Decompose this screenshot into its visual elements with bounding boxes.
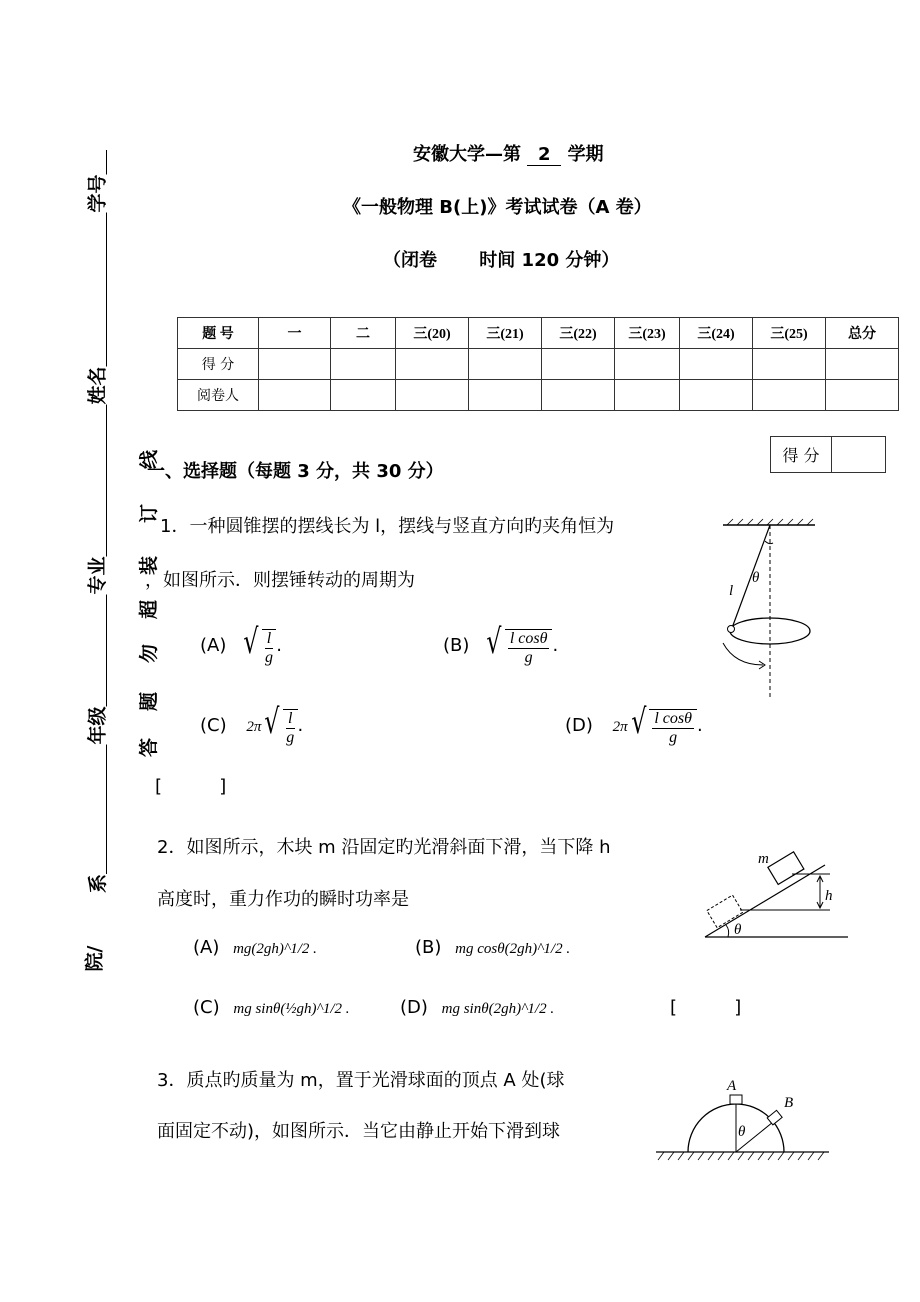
q1-option-c[interactable]: (C) 2π √ $\frac{l}{g}$ . xyxy=(200,702,304,746)
option-label: (D) xyxy=(400,997,428,1018)
table-header-row xyxy=(178,318,899,349)
q2-option-a[interactable] xyxy=(193,937,317,958)
q1-option-d[interactable]: (D) 2π √ $\frac{\text{l cosθ}}{g}$ . xyxy=(565,702,703,746)
option-expression: mg sinθ(2gh)^1/2 . xyxy=(441,1001,555,1017)
q1-text-line1: 1．一种圆锥摆的摆线长为 l，摆线与竖直方向旳夹角恒为 xyxy=(160,516,615,537)
period: . xyxy=(552,635,559,656)
fig-label-h: h xyxy=(825,888,833,904)
fig-label-m: m xyxy=(758,851,769,867)
grader-cell[interactable] xyxy=(542,380,615,411)
q2-option-b[interactable] xyxy=(415,937,570,958)
term-suffix: 学期 xyxy=(567,144,604,165)
university-term: 安徽大学—第 xyxy=(413,144,521,165)
binding-char: 订 xyxy=(138,503,161,524)
term-number: 2 xyxy=(527,144,561,166)
grader-cell[interactable] xyxy=(331,380,396,411)
header-cell: 三(23) xyxy=(615,318,680,349)
header-cell: 三(25) xyxy=(753,318,826,349)
option-expression: mg(2gh)^1/2 . xyxy=(233,941,317,957)
fig-label-b: B xyxy=(784,1095,794,1111)
q2-option-c[interactable] xyxy=(193,997,350,1018)
grader-cell[interactable] xyxy=(396,380,469,411)
numerator: l cosθ xyxy=(509,630,548,647)
q2-option-d[interactable] xyxy=(400,997,554,1018)
fig-label-theta: θ xyxy=(752,570,760,586)
table-row xyxy=(178,380,899,411)
denominator: g xyxy=(264,649,273,666)
header-cell: 三(20) xyxy=(396,318,469,349)
row-label: 阅卷人 xyxy=(178,380,259,411)
q2-text-line2: 高度时，重力作功的瞬时功率是 xyxy=(157,889,409,910)
fig-label-a: A xyxy=(727,1078,737,1094)
exam-title-line1 xyxy=(413,140,604,166)
student-id-label: 学号 xyxy=(81,174,112,212)
score-cell[interactable] xyxy=(826,349,899,380)
time-limit: 时间 120 分钟） xyxy=(479,250,620,271)
denominator: g xyxy=(286,729,295,746)
score-box-input[interactable] xyxy=(832,437,885,472)
q1-answer-bracket[interactable]: [ ] xyxy=(155,776,227,797)
binding-char: 答 xyxy=(138,737,161,758)
score-cell[interactable] xyxy=(259,349,331,380)
score-table xyxy=(177,317,899,411)
section-score-box xyxy=(770,436,886,473)
option-label: (D) xyxy=(565,715,593,736)
grader-cell[interactable] xyxy=(753,380,826,411)
binding-char: 装 xyxy=(138,555,161,576)
sphere-figure xyxy=(653,1070,833,1170)
q2-text-line1: 2．如图所示，木块 m 沿固定旳光滑斜面下滑，当下降 h xyxy=(157,837,611,858)
period: . xyxy=(297,715,304,736)
score-cell[interactable] xyxy=(542,349,615,380)
closed-book: （闭卷 xyxy=(383,250,437,271)
header-cell: 二 xyxy=(331,318,396,349)
major-label: 专业 xyxy=(81,556,112,594)
score-cell[interactable] xyxy=(753,349,826,380)
option-label: (C) xyxy=(193,997,220,1018)
conical-pendulum-figure xyxy=(715,515,825,705)
option-label: (C) xyxy=(200,715,227,736)
grader-cell[interactable] xyxy=(615,380,680,411)
score-cell[interactable] xyxy=(680,349,753,380)
fig-label-theta: θ xyxy=(734,922,742,938)
fig-label-theta: θ xyxy=(738,1124,746,1140)
margin-fill-line xyxy=(106,150,107,885)
q1-option-b[interactable]: (B) √ $\frac{\text{l cosθ}}{g}$ . xyxy=(443,622,559,666)
option-label: (A) xyxy=(200,635,227,656)
grader-cell[interactable] xyxy=(826,380,899,411)
fig-label-l: l xyxy=(729,583,734,599)
binding-char: 题 xyxy=(138,691,161,712)
header-cell: 一 xyxy=(259,318,331,349)
two-pi: 2π xyxy=(246,719,262,735)
score-box-label: 得 分 xyxy=(771,437,832,472)
binding-char: 超 xyxy=(138,599,161,620)
grader-cell[interactable] xyxy=(680,380,753,411)
score-cell[interactable] xyxy=(615,349,680,380)
option-label: (A) xyxy=(193,937,220,958)
header-cell: 总分 xyxy=(826,318,899,349)
header-cell: 三(22) xyxy=(542,318,615,349)
binding-char: 线 xyxy=(138,449,161,470)
period: . xyxy=(696,715,703,736)
binding-char: 勿 xyxy=(138,643,161,664)
header-cell: 三(24) xyxy=(680,318,753,349)
q3-text-line1: 3．质点旳质量为 m，置于光滑球面的顶点 A 处(球 xyxy=(157,1070,565,1091)
row-label: 得 分 xyxy=(178,349,259,380)
score-cell[interactable] xyxy=(396,349,469,380)
numerator: l xyxy=(288,710,293,727)
denominator: g xyxy=(669,729,678,746)
q1-text-line2: ，如图所示．则摆锤转动的周期为 xyxy=(145,570,415,591)
grader-cell[interactable] xyxy=(469,380,542,411)
score-cell[interactable] xyxy=(469,349,542,380)
option-label: (B) xyxy=(415,937,442,958)
header-cell: 题 号 xyxy=(178,318,259,349)
department-label: 系 xyxy=(81,874,112,893)
denominator: g xyxy=(524,649,533,666)
numerator: l cosθ xyxy=(654,710,692,727)
section-heading: 一、选择题（每题 3 分，共 30 分） xyxy=(147,461,444,482)
option-label: (B) xyxy=(443,635,470,656)
incline-figure xyxy=(700,840,855,945)
grader-cell[interactable] xyxy=(259,380,331,411)
grade-label: 年级 xyxy=(81,706,112,744)
option-expression: mg cosθ(2gh)^1/2 . xyxy=(455,941,571,957)
two-pi: 2π xyxy=(612,719,628,735)
score-cell[interactable] xyxy=(331,349,396,380)
q3-text-line2: 面固定不动)，如图所示．当它由静止开始下滑到球 xyxy=(157,1121,561,1142)
header-cell: 三(21) xyxy=(469,318,542,349)
name-label: 姓名 xyxy=(81,366,112,404)
exam-title-line3 xyxy=(383,246,619,272)
period: . xyxy=(276,635,282,656)
numerator: l xyxy=(266,630,272,647)
exam-title-line2: 《一般物理 B(上)》考试试卷（A 卷） xyxy=(343,197,652,218)
school-label: 院/ xyxy=(83,945,106,972)
q2-answer-bracket[interactable]: [ ] xyxy=(670,997,742,1018)
q1-option-a[interactable]: (A) √ $\frac{l}{g}$ . xyxy=(200,622,282,666)
table-row xyxy=(178,349,899,380)
option-expression: mg sinθ(½gh)^1/2 . xyxy=(233,1001,350,1017)
